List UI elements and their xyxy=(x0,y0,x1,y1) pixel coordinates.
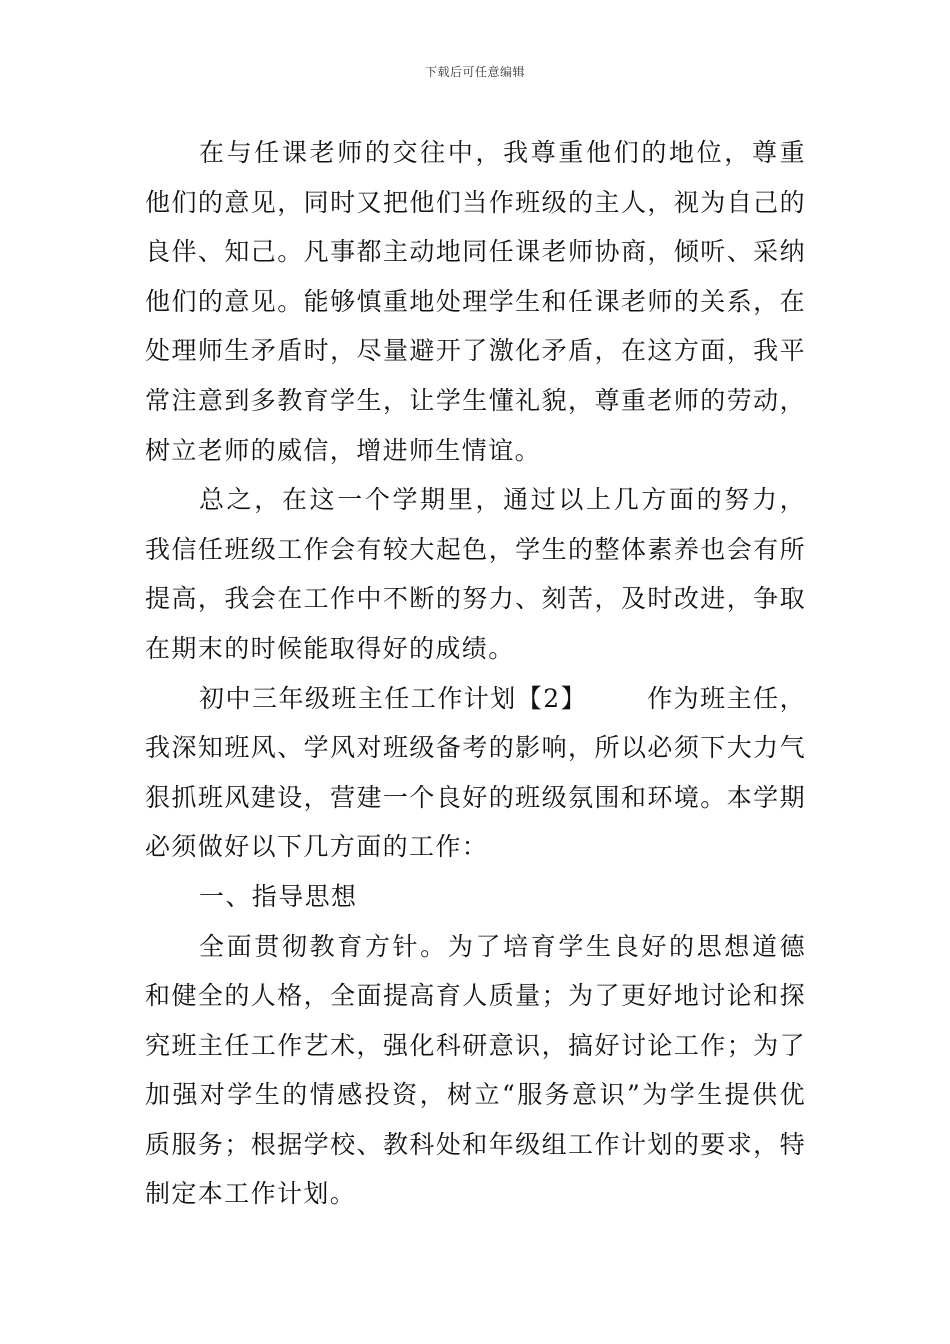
paragraph-plan-intro xyxy=(145,674,806,872)
paragraph-summary: 总之，在这一个学期里，通过以上几方面的努力，我信任班级工作会有较大起色，学生的整体素养也会有所提高，我会在工作中不断的努力、刻苦，及时改进，争取在期末的时候能取得好的成绩。 xyxy=(145,485,806,663)
paragraph-teacher-relations: 在与任课老师的交往中，我尊重他们的地位，尊重他们的意见，同时又把他们当作班级的主人，视为自己的良伴、知己。凡事都主动地同任课老师协商，倾听、采纳他们的意见。能够慎重地处理学生和任课老师的关系，在处理师生矛盾时，尽量避开了激化矛盾，在这方面，我平常注意到多教育学生，让学生懂礼貌，尊重老师的劳动，树立老师的威信，增进师生情谊。 xyxy=(145,138,806,465)
section-heading-guiding-ideology: 一、指导思想 xyxy=(199,881,358,911)
document-body xyxy=(145,128,806,1219)
paragraph-guiding-ideology: 全面贯彻教育方针。为了培育学生良好的思想道德和健全的人格，全面提高育人质量；为了更好地讨论和探究班主任工作艺术，强化科研意识，搞好讨论工作；为了加强对学生的情感投资，树立“服务意识”为学生提供优质服务；根据学校、教科处和年级组工作计划的要求，特制定本工作计划。 xyxy=(145,931,806,1209)
page-header: 下载后可任意编辑 xyxy=(424,65,525,79)
plan-title: 初中三年级班主任工作计划【2】 xyxy=(199,683,588,713)
plan-intro-text: 作为班主任，我深知班风、学风对班级备考的影响，所以必须下大力气狠抓班风建设，营建一个良好的班级氛围和环境。本学期必须做好以下几方面的工作： xyxy=(145,683,806,862)
